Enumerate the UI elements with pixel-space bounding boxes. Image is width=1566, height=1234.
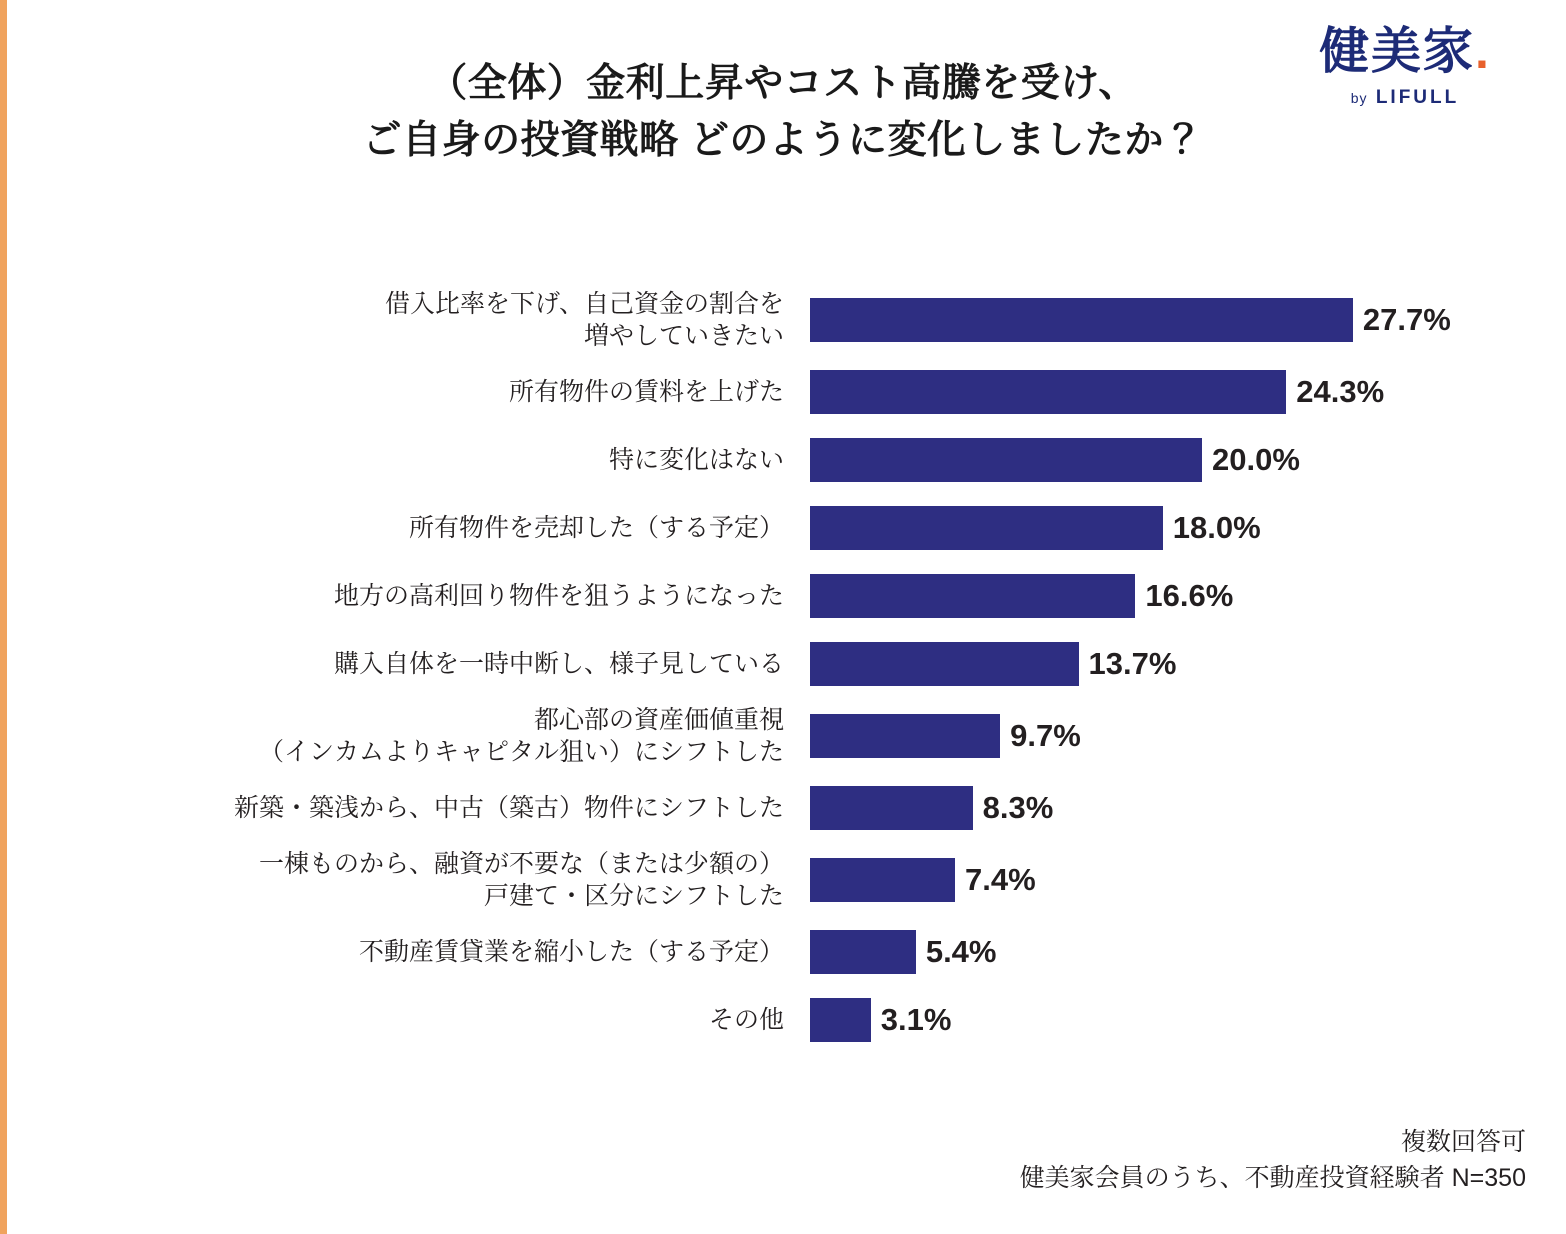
chart-bar-value: 24.3%	[1296, 374, 1385, 409]
chart-bar	[810, 998, 871, 1042]
footnote	[1020, 1124, 1526, 1197]
footnote-line-1: 複数回答可	[1400, 1127, 1526, 1156]
chart-row	[0, 630, 1566, 698]
chart-row	[0, 698, 1566, 774]
chart-bar-value: 27.7%	[1362, 302, 1451, 337]
chart-bar	[810, 506, 1163, 550]
chart-row-label: 借入比率を下げ、自己資金の割合を 増やしていきたい	[384, 289, 784, 350]
chart-row	[0, 358, 1566, 426]
chart-bar-value: 18.0%	[1172, 510, 1261, 545]
bar-chart	[0, 282, 1566, 1054]
chart-bar-value: 8.3%	[982, 790, 1054, 825]
chart-row-bar-area	[810, 282, 1566, 358]
chart-bar	[810, 786, 973, 830]
chart-row	[0, 918, 1566, 986]
chart-row-label: 所有物件の賃料を上げた	[508, 377, 784, 406]
chart-row	[0, 842, 1566, 918]
chart-row	[0, 494, 1566, 562]
chart-bar	[810, 930, 916, 974]
chart-row	[0, 282, 1566, 358]
chart-bar-value: 13.7%	[1088, 646, 1177, 681]
chart-row-bar-area	[810, 918, 1566, 986]
chart-bar	[810, 574, 1135, 618]
chart-row-bar-area	[810, 494, 1566, 562]
chart-row-bar-area	[810, 562, 1566, 630]
chart-bar-value: 3.1%	[880, 1002, 952, 1037]
chart-bar	[810, 642, 1079, 686]
chart-bar-value: 16.6%	[1145, 578, 1234, 613]
chart-bar	[810, 858, 955, 902]
page-title-line-2: ご自身の投資戦略 どのように変化しましたか？	[362, 118, 1204, 162]
page-title	[0, 56, 1566, 169]
chart-row-bar-area	[810, 986, 1566, 1054]
chart-bar	[810, 714, 1000, 758]
chart-row-label: 一棟ものから、融資が不要な（または少額の） 戸建て・区分にシフトした	[258, 849, 784, 910]
chart-row-bar-area	[810, 630, 1566, 698]
chart-row	[0, 774, 1566, 842]
chart-bar	[810, 298, 1353, 342]
chart-row-bar-area	[810, 774, 1566, 842]
chart-row-label: 所有物件を売却した（する予定）	[408, 513, 784, 542]
chart-row-label: 特に変化はない	[608, 445, 784, 474]
chart-row	[0, 986, 1566, 1054]
chart-row	[0, 426, 1566, 494]
chart-bar-value: 5.4%	[925, 934, 997, 969]
brand-logo-by: by	[1350, 90, 1368, 106]
chart-row	[0, 562, 1566, 630]
chart-bar-value: 9.7%	[1010, 718, 1081, 753]
chart-row-label: 新築・築浅から、中古（築古）物件にシフトした	[233, 793, 784, 822]
page-title-line-1: （全体）金利上昇やコスト高騰を受け、	[428, 62, 1138, 105]
chart-row-label: 購入自体を一時中断し、様子見している	[333, 649, 784, 678]
chart-row-label: 地方の高利回り物件を狙うようになった	[333, 581, 784, 610]
chart-bar-value: 20.0%	[1212, 442, 1300, 477]
chart-row-label: 不動産賃貸業を縮小した（する予定）	[358, 937, 784, 966]
chart-bar-value: 7.4%	[965, 862, 1036, 897]
brand-logo-dot: .	[1475, 23, 1491, 79]
chart-row-bar-area	[810, 426, 1566, 494]
chart-row-bar-area	[810, 698, 1566, 774]
chart-row-label: その他	[708, 1005, 784, 1034]
chart-bar	[810, 438, 1202, 482]
footnote-line-2: 健美家会員のうち、不動産投資経験者 N=350	[1019, 1163, 1526, 1192]
chart-row-label: 都心部の資産価値重視 （インカムよりキャピタル狙い）にシフトした	[258, 705, 784, 766]
brand-logo-name: 健美家	[1319, 23, 1476, 79]
brand-logo-parent-name: LIFULL	[1375, 87, 1460, 108]
chart-row-bar-area	[810, 842, 1566, 918]
chart-row-bar-area	[810, 358, 1566, 426]
chart-bar	[810, 370, 1286, 414]
